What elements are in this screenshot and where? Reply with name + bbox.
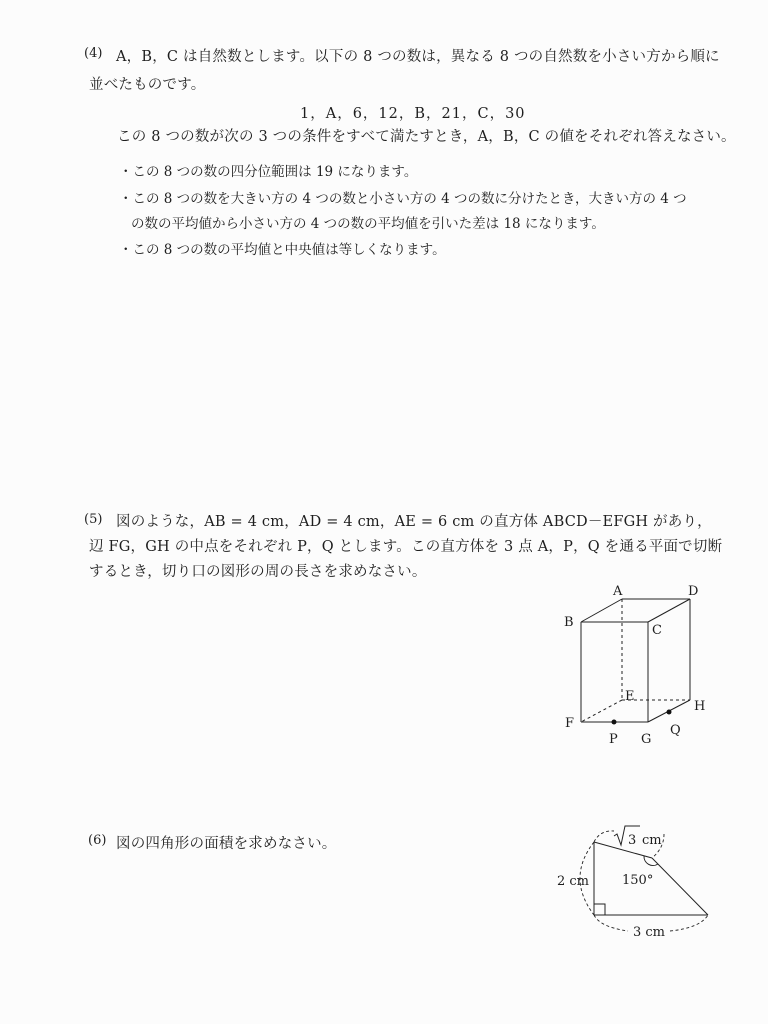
vertex-label-f: F (565, 716, 575, 731)
problem-5-line-3: するとき，切り口の図形の周の長さを求めなさい。 (89, 564, 427, 580)
vertex-label-b: B (564, 615, 574, 630)
point-label-q: Q (670, 723, 681, 738)
vertex-label-d: D (688, 584, 699, 599)
angle-label: 150° (622, 873, 654, 888)
bottom-length-label: 3 cm (633, 925, 666, 940)
problem-4-line-1: A，B，C は自然数とします。以下の 8 つの数は，異なる 8 つの自然数を小さい方から順に (116, 49, 720, 65)
problem-4-condition-1: ・この 8 つの数の四分位範囲は 19 になります。 (119, 164, 418, 180)
vertex-label-h: H (694, 699, 706, 714)
problem-5-number: (5) (84, 512, 103, 527)
point-label-p: P (609, 732, 618, 747)
problem-4-number: (4) (84, 46, 103, 61)
sqrt-radicand: 3 (628, 833, 637, 848)
left-length-label: 2 cm (557, 874, 590, 889)
vertex-label-c: C (652, 623, 662, 638)
top-dimension-arc-left (594, 831, 614, 842)
problem-6-line-1: 図の四角形の面積を求めなさい。 (116, 836, 337, 852)
bottom-dimension-arc-left (594, 915, 628, 931)
problem-4-condition-3: ・この 8 つの数の平均値と中央値は等しくなります。 (119, 242, 446, 258)
problem-4-condition-2: ・この 8 つの数を大きい方の 4 つの数と小さい方の 4 つの数に分けたとき，大きい方の 4 つ (119, 191, 687, 207)
problem-4-sequence: 1，A，6，12，B，21，C，30 (300, 106, 526, 122)
bottom-dimension-arc-right (670, 915, 708, 931)
slant-side (652, 858, 708, 915)
vertex-label-a: A (613, 584, 623, 599)
problem-4-line-2: 並べたものです。 (89, 77, 206, 93)
vertex-label-g: G (641, 732, 652, 747)
problem-5-line-1: 図のような，AB = 4 cm，AD = 4 cm，AE = 6 cm の直方体 ABCD－EFGH があり， (116, 514, 712, 530)
vertex-label-e: E (625, 689, 635, 704)
problem-5-line-2: 辺 FG，GH の中点をそれぞれ P，Q とします。この直方体を 3 点 A，P，Q を通る平面で切断 (89, 539, 723, 555)
right-angle-mark (594, 904, 605, 915)
problem-4-instruction: この 8 つの数が次の 3 つの条件をすべて満たすとき，A，B，C の値をそれぞれ答えなさい。 (117, 129, 736, 145)
problem-4-condition-2-cont: の数の平均値から小さい方の 4 つの数の平均値を引いた差は 18 になります。 (131, 216, 605, 232)
top-length-unit: cm (642, 833, 662, 848)
problem-6-number: (6) (88, 833, 107, 848)
